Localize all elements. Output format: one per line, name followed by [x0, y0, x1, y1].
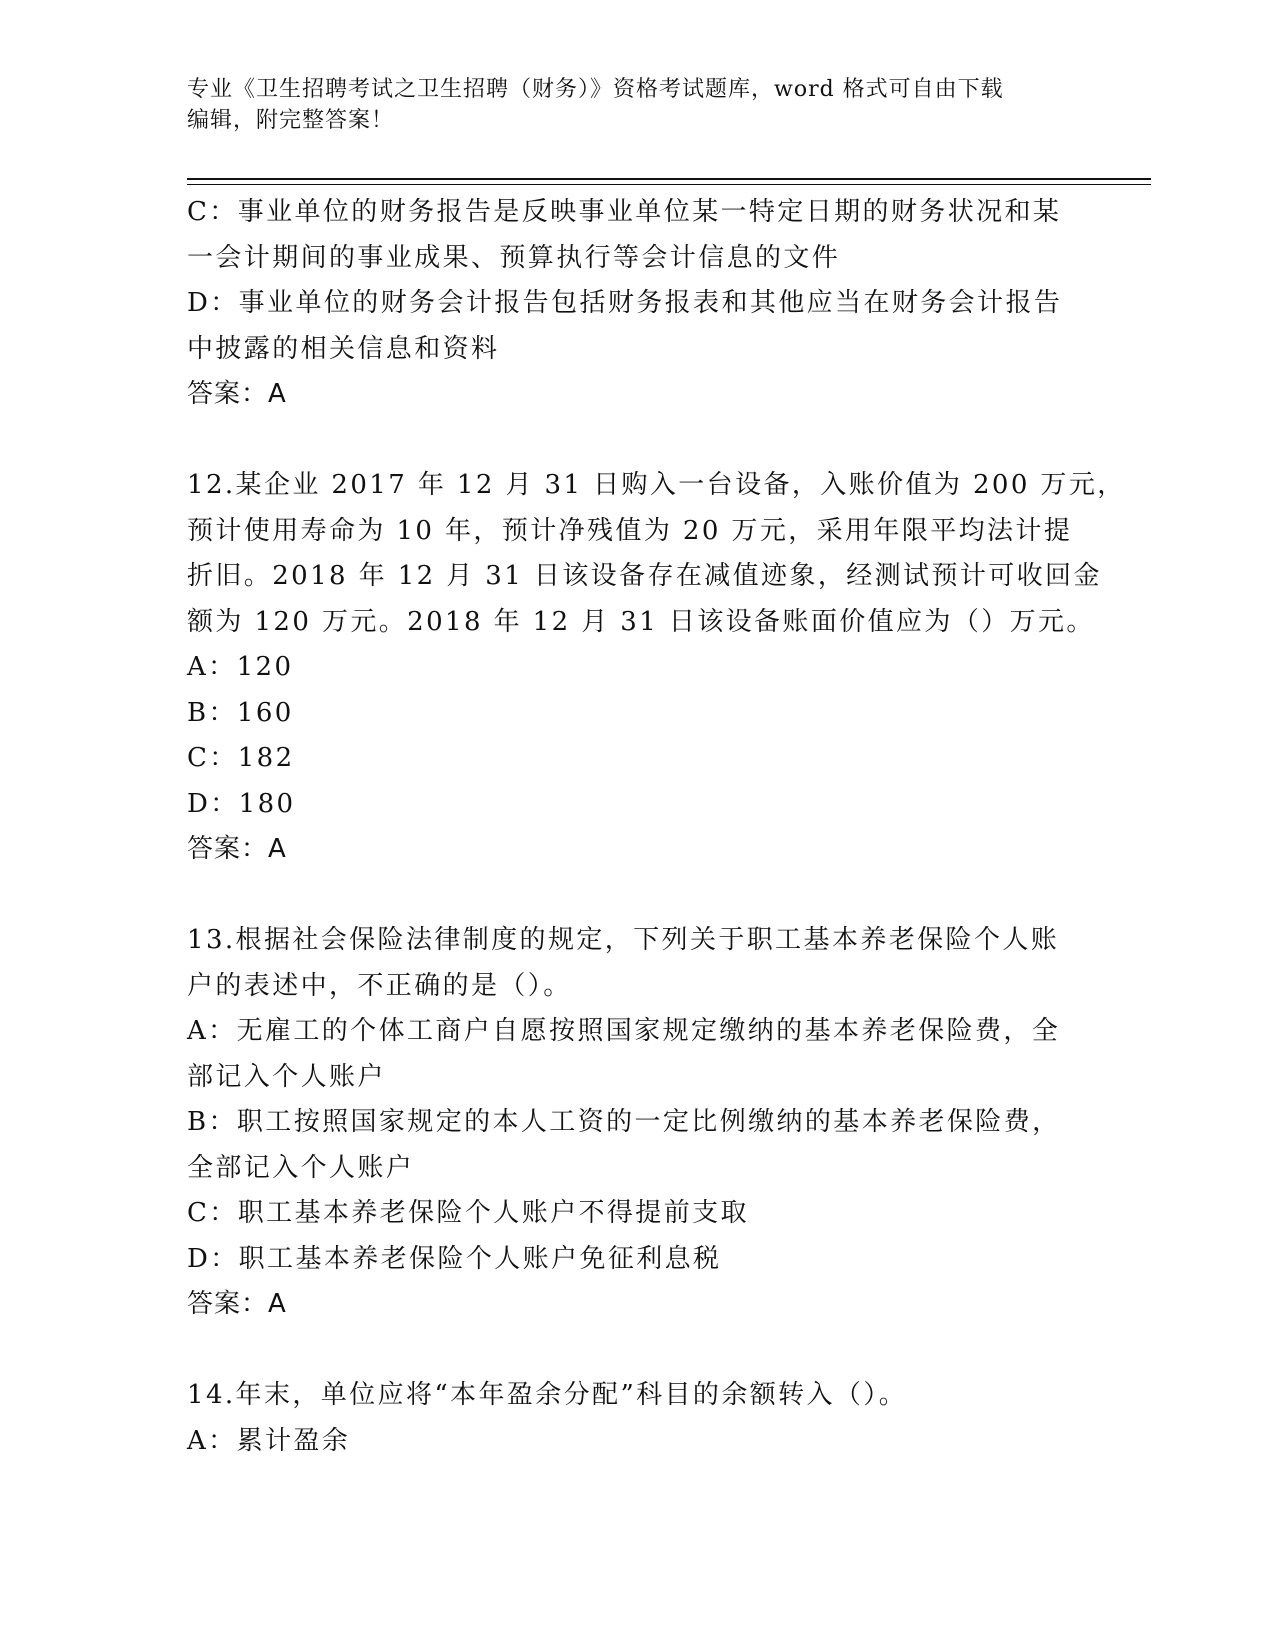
option-d-line-1: D：事业单位的财务会计报告包括财务报表和其他应当在财务会计报告	[187, 288, 1063, 318]
option-c: C：职工基本养老保险个人账户不得提前支取	[187, 1198, 749, 1228]
page-header	[187, 74, 1067, 136]
option-c-line-2: 一会计期间的事业成果、预算执行等会计信息的文件	[187, 242, 841, 273]
option-d-line-2: 中披露的相关信息和资料	[187, 333, 500, 364]
header-divider-thick	[187, 178, 1151, 180]
spacer	[187, 873, 1087, 919]
option-b-line-2: 全部记入个人账户	[187, 1152, 415, 1183]
spacer	[187, 1328, 1087, 1374]
header-line-1: 专业《卫生招聘考试之卫生招聘（财务）》资格考试题库，word 格式可自由下载	[187, 77, 1004, 102]
question-13-line-2: 户的表述中，不正确的是（）。	[187, 970, 572, 1001]
option-c: C：182	[187, 743, 295, 773]
question-12-line-3: 折旧。2018 年 12 月 31 日该设备存在减值迹象，经测试预计可收回金	[187, 561, 1102, 591]
option-a-line-2: 部记入个人账户	[187, 1061, 386, 1092]
option-a: A：120	[187, 652, 294, 682]
question-12	[187, 463, 1126, 873]
question-14	[187, 1373, 1087, 1464]
spacer	[187, 418, 1087, 464]
answer-13: 答案：A	[187, 1289, 287, 1319]
option-a-line-1: A：无雇工的个体工商户自愿按照国家规定缴纳的基本养老保险费，全	[187, 1016, 1061, 1046]
answer-11: 答案：A	[187, 379, 287, 409]
header-divider-thin	[187, 184, 1151, 185]
question-12-line-4: 额为 120 万元。2018 年 12 月 31 日该设备账面价值应为（）万元。	[187, 606, 1095, 637]
question-11-tail	[187, 190, 1087, 418]
question-13	[187, 918, 1087, 1328]
question-14-text: 14.年末，单位应将“本年盈余分配”科目的余额转入（）。	[187, 1380, 908, 1410]
option-b: B：160	[187, 697, 294, 728]
question-12-line-2: 预计使用寿命为 10 年，预计净残值为 20 万元，采用年限平均法计提	[187, 515, 1073, 546]
option-b-line-1: B：职工按照国家规定的本人工资的一定比例缴纳的基本养老保险费，	[187, 1107, 1061, 1137]
option-a: A：累计盈余	[187, 1425, 351, 1456]
question-12-line-1: 12.某企业 2017 年 12 月 31 日购入一台设备，入账价值为 200 万元，	[187, 470, 1126, 500]
option-c-line-1: C：事业单位的财务报告是反映事业单位某一特定日期的财务状况和某	[187, 197, 1062, 227]
header-line-2: 编辑，附完整答案！	[187, 108, 395, 133]
option-d: D：职工基本养老保险个人账户免征利息税	[187, 1243, 722, 1274]
question-13-line-1: 13.根据社会保险法律制度的规定，下列关于职工基本养老保险个人账	[187, 925, 1060, 955]
option-d: D：180	[187, 788, 296, 819]
answer-12: 答案：A	[187, 834, 287, 864]
document-body	[187, 190, 1126, 1464]
